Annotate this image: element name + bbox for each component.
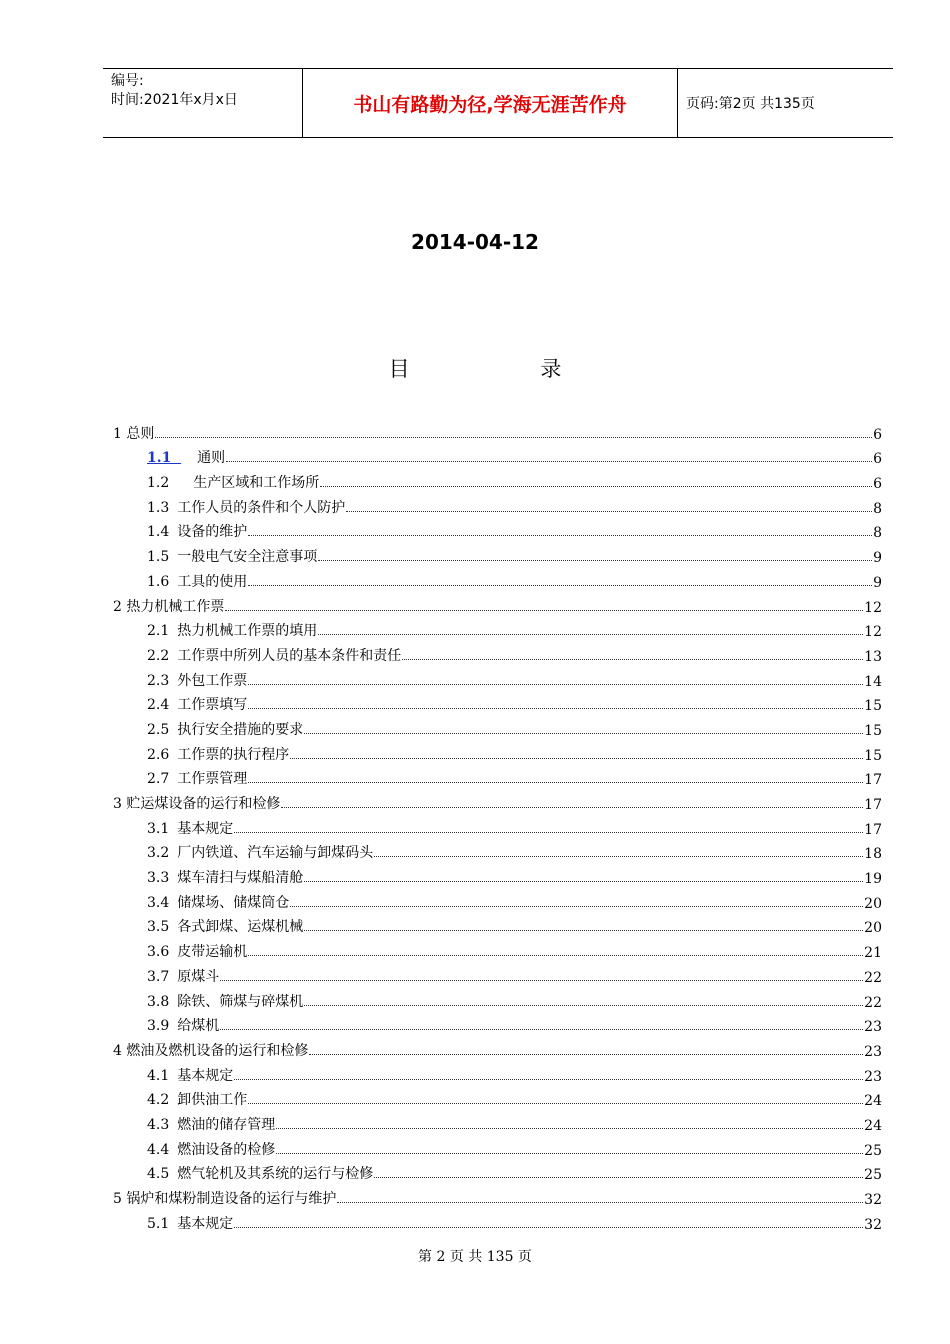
toc-leader-dots [374, 856, 863, 857]
toc-entry-number: 2.2 [147, 647, 170, 664]
toc-entry-text: 通则 [197, 450, 226, 467]
table-of-contents [113, 418, 882, 1233]
toc-entry-page: 23 [864, 1043, 882, 1060]
toc-entry-page: 15 [864, 698, 882, 715]
toc-entry-label [147, 867, 303, 887]
toc-leader-dots [309, 1054, 863, 1055]
toc-entry-label [147, 1015, 219, 1035]
toc-entry[interactable] [113, 492, 882, 517]
toc-entry-text: 热力机械工作票 [126, 598, 225, 615]
toc-entry[interactable] [113, 1060, 882, 1085]
header-meta [103, 69, 303, 137]
toc-entry-label [147, 1213, 233, 1233]
toc-entry-text: 基本规定 [177, 820, 234, 837]
toc-entry-text: 厂内铁道、汽车运输与卸煤码头 [177, 845, 374, 862]
toc-entry-number: 4.2 [147, 1092, 170, 1109]
header-page-info: 页码:第2页 共135页 [686, 96, 815, 112]
toc-entry-text: 工作票的执行程序 [177, 746, 290, 763]
toc-leader-dots [304, 930, 863, 931]
toc-leader-dots [402, 659, 863, 660]
toc-entry-page: 8 [873, 500, 882, 517]
toc-entry-label [147, 1139, 275, 1159]
toc-leader-dots [234, 1079, 863, 1080]
toc-entry[interactable] [113, 813, 882, 838]
toc-entry[interactable] [113, 418, 882, 443]
toc-entry-text: 设备的维护 [177, 524, 248, 541]
toc-entry-label [147, 719, 303, 739]
toc-entry[interactable] [113, 517, 882, 542]
toc-entry-text: 贮运煤设备的运行和检修 [126, 796, 281, 812]
toc-entry-page: 14 [864, 673, 882, 690]
toc-entry[interactable] [113, 1035, 882, 1060]
toc-leader-dots [290, 758, 863, 759]
toc-leader-dots [318, 634, 863, 635]
toc-entry[interactable] [113, 443, 882, 468]
toc-entry-text: 燃气轮机及其系统的运行与检修 [177, 1166, 374, 1183]
toc-entry-label [147, 1163, 373, 1183]
toc-entry-text: 各式卸煤、运煤机械 [177, 919, 304, 936]
toc-leader-dots [248, 955, 863, 956]
toc-leader-dots [234, 1227, 863, 1228]
toc-entry-number: 3.4 [147, 894, 170, 911]
toc-entry-number: 2.5 [147, 721, 170, 738]
toc-entry-number[interactable]: 1.1 [147, 450, 182, 467]
toc-entry-label [147, 892, 289, 912]
toc-entry[interactable] [113, 690, 882, 715]
toc-entry-text: 煤车清扫与煤船清舱 [177, 870, 304, 887]
toc-leader-dots [248, 535, 872, 536]
toc-entry-text: 基本规定 [177, 1067, 234, 1084]
toc-entry[interactable] [113, 640, 882, 665]
toc-leader-dots [226, 461, 872, 462]
toc-entry-text: 工作票填写 [177, 697, 248, 714]
toc-entry-page: 23 [864, 1019, 882, 1036]
toc-entry-number: 4.4 [147, 1141, 170, 1158]
toc-entry-page: 25 [864, 1142, 882, 1159]
toc-entry-page: 18 [864, 846, 882, 863]
toc-entry-page: 15 [864, 747, 882, 764]
toc-entry-page: 17 [864, 821, 882, 838]
toc-entry-label [147, 571, 247, 591]
toc-entry-text: 皮带运输机 [177, 944, 248, 961]
page-header [103, 68, 893, 138]
toc-entry-text: 工作人员的条件和个人防护 [177, 499, 346, 516]
toc-entry-label [147, 447, 225, 467]
toc-entry[interactable] [113, 912, 882, 937]
toc-entry-number: 3.9 [147, 1018, 170, 1035]
toc-leader-dots [346, 511, 872, 512]
toc-entry-label [147, 991, 303, 1011]
toc-entry-text: 基本规定 [177, 1215, 234, 1232]
toc-entry[interactable] [113, 986, 882, 1011]
toc-entry-number: 3.3 [147, 870, 170, 887]
toc-entry-number: 2.3 [147, 672, 170, 689]
toc-entry[interactable] [113, 936, 882, 961]
toc-entry-page: 17 [864, 772, 882, 789]
toc-entry-label [147, 916, 303, 936]
toc-entry-text: 原煤斗 [177, 968, 220, 985]
toc-entry-page: 13 [864, 648, 882, 665]
toc-entry-number: 3.2 [147, 845, 170, 862]
toc-entry-text: 燃油及燃机设备的运行和检修 [126, 1042, 309, 1059]
toc-entry-number: 3.1 [147, 820, 170, 837]
toc-entry-number: 1.5 [147, 549, 170, 566]
toc-entry[interactable] [113, 591, 882, 616]
toc-leader-dots [374, 1177, 863, 1178]
toc-entry-page: 15 [864, 722, 882, 739]
header-motto: 书山有路勤为径,学海无涯苦作舟 [303, 69, 678, 137]
toc-entry-page: 22 [864, 994, 882, 1011]
toc-entry-label [113, 423, 154, 443]
toc-entry[interactable] [113, 467, 882, 492]
toc-entry-text: 锅炉和煤粉制造设备的运行与维护 [126, 1191, 337, 1207]
toc-entry[interactable] [113, 838, 882, 863]
toc-entry[interactable] [113, 1159, 882, 1184]
toc-entry-label [147, 1065, 233, 1085]
toc-entry-page: 32 [864, 1216, 882, 1233]
toc-entry[interactable] [113, 1085, 882, 1110]
toc-entry-label [147, 645, 401, 665]
toc-entry-page: 21 [864, 945, 882, 962]
toc-leader-dots [304, 733, 863, 734]
toc-entry-text: 外包工作票 [177, 672, 248, 689]
toc-entry-text: 卸供油工作 [177, 1092, 248, 1109]
toc-entry-page: 20 [864, 920, 882, 937]
toc-entry-label [147, 941, 247, 961]
toc-entry-text: 执行安全措施的要求 [177, 721, 304, 738]
toc-entry[interactable] [113, 961, 882, 986]
toc-entry-text: 总则 [126, 425, 155, 442]
toc-entry-text: 工作票中所列人员的基本条件和责任 [177, 647, 402, 664]
toc-entry-number: 1 [113, 425, 122, 442]
toc-entry-page: 6 [873, 426, 882, 443]
toc-entry-text: 一般电气安全注意事项 [177, 549, 318, 566]
toc-entry-label [147, 694, 247, 714]
toc-entry-number: 2.4 [147, 697, 170, 714]
toc-entry-page: 9 [873, 574, 882, 591]
toc-entry-number: 4.1 [147, 1067, 170, 1084]
toc-entry-label [113, 1040, 308, 1060]
toc-entry-page: 12 [864, 599, 882, 616]
toc-entry[interactable] [113, 788, 882, 813]
toc-leader-dots [248, 1103, 863, 1104]
toc-entry-label [147, 670, 247, 690]
toc-entry-text: 生产区域和工作场所 [193, 475, 320, 492]
toc-entry-label [147, 497, 345, 517]
toc-entry-text: 燃油的储存管理 [177, 1116, 276, 1133]
toc-leader-dots [220, 1029, 863, 1030]
toc-entry-number: 3.8 [147, 993, 170, 1010]
toc-entry-number: 3.7 [147, 968, 170, 985]
toc-leader-dots [248, 585, 872, 586]
toc-entry-page: 20 [864, 895, 882, 912]
toc-entry-label [113, 596, 224, 616]
toc-entry-page: 8 [873, 525, 882, 542]
toc-entry-label [147, 966, 219, 986]
toc-entry-label [147, 744, 289, 764]
toc-leader-dots [281, 807, 863, 808]
toc-entry[interactable] [113, 1183, 882, 1208]
toc-leader-dots [234, 832, 863, 833]
toc-entry-label [113, 793, 280, 813]
toc-entry-label [147, 521, 247, 541]
toc-entry-text: 给煤机 [177, 1018, 220, 1035]
toc-entry-number: 2 [113, 598, 122, 615]
toc-entry-number: 5.1 [147, 1215, 170, 1232]
toc-leader-dots [155, 437, 872, 438]
toc-entry-label [147, 768, 247, 788]
toc-entry-number: 4 [113, 1042, 122, 1059]
time-label: 时间:2021年x月x日 [111, 92, 238, 108]
toc-leader-dots [220, 980, 863, 981]
page-footer: 第 2 页 共 135 页 [418, 1249, 532, 1265]
toc-entry-page: 22 [864, 969, 882, 986]
toc-leader-dots [225, 610, 863, 611]
toc-entry-page: 12 [864, 624, 882, 641]
toc-entry-page: 9 [873, 550, 882, 567]
toc-leader-dots [248, 684, 863, 685]
toc-entry-label [147, 1114, 275, 1134]
toc-entry-label [147, 472, 319, 492]
toc-entry-number: 1.4 [147, 524, 170, 541]
toc-entry-page: 24 [864, 1093, 882, 1110]
toc-leader-dots [248, 708, 863, 709]
toc-entry-number: 3 [113, 796, 122, 812]
document-date: 2014-04-12 [411, 230, 539, 254]
toc-entry-text: 除铁、筛煤与碎煤机 [177, 993, 304, 1010]
toc-entry[interactable] [113, 665, 882, 690]
toc-entry-page: 25 [864, 1167, 882, 1184]
toc-entry-number: 3.6 [147, 944, 170, 961]
toc-entry-text: 工具的使用 [177, 573, 248, 590]
toc-entry[interactable] [113, 1109, 882, 1134]
toc-entry-page: 24 [864, 1117, 882, 1134]
toc-leader-dots [320, 486, 872, 487]
toc-entry-text: 燃油设备的检修 [177, 1141, 276, 1158]
toc-leader-dots [304, 1005, 863, 1006]
toc-entry[interactable] [113, 862, 882, 887]
toc-entry-text: 工作票管理 [177, 771, 248, 788]
toc-entry[interactable] [113, 616, 882, 641]
toc-entry-label [147, 842, 373, 862]
toc-entry-label [147, 818, 233, 838]
toc-entry-number: 1.6 [147, 573, 170, 590]
toc-entry-page: 6 [873, 476, 882, 493]
toc-leader-dots [248, 782, 863, 783]
toc-entry-number: 4.5 [147, 1166, 170, 1183]
toc-entry-label [113, 1188, 336, 1208]
toc-leader-dots [337, 1202, 863, 1203]
toc-entry[interactable] [113, 1011, 882, 1036]
toc-leader-dots [276, 1153, 863, 1154]
toc-entry-number: 4.3 [147, 1116, 170, 1133]
toc-entry-number: 2.6 [147, 746, 170, 763]
toc-entry-text: 热力机械工作票的填用 [177, 623, 318, 640]
toc-entry-page: 17 [864, 797, 882, 813]
toc-entry-label [147, 620, 317, 640]
toc-leader-dots [290, 906, 863, 907]
toc-entry-page: 19 [864, 871, 882, 888]
toc-entry[interactable] [113, 566, 882, 591]
toc-entry-number: 3.5 [147, 919, 170, 936]
toc-entry[interactable] [113, 887, 882, 912]
toc-entry-page: 6 [873, 451, 882, 468]
toc-entry-number: 2.7 [147, 771, 170, 788]
toc-entry-number: 5 [113, 1191, 122, 1207]
toc-entry[interactable] [113, 541, 882, 566]
toc-entry[interactable] [113, 739, 882, 764]
number-label: 编号: [111, 73, 144, 89]
toc-entry-number: 1.3 [147, 499, 170, 516]
toc-leader-dots [304, 881, 863, 882]
toc-leader-dots [318, 560, 872, 561]
toc-entry[interactable] [113, 764, 882, 789]
toc-leader-dots [276, 1128, 863, 1129]
toc-entry[interactable] [113, 1134, 882, 1159]
toc-entry-label [147, 1089, 247, 1109]
toc-entry-text: 储煤场、储煤筒仓 [177, 894, 290, 911]
toc-entry-label [147, 546, 317, 566]
toc-entry[interactable] [113, 714, 882, 739]
toc-entry-number: 1.2 [147, 475, 170, 492]
toc-title: 目 录 [388, 357, 624, 381]
toc-entry-number: 2.1 [147, 623, 170, 640]
toc-entry-page: 23 [864, 1068, 882, 1085]
toc-entry-page: 32 [864, 1192, 882, 1208]
toc-entry[interactable] [113, 1208, 882, 1233]
